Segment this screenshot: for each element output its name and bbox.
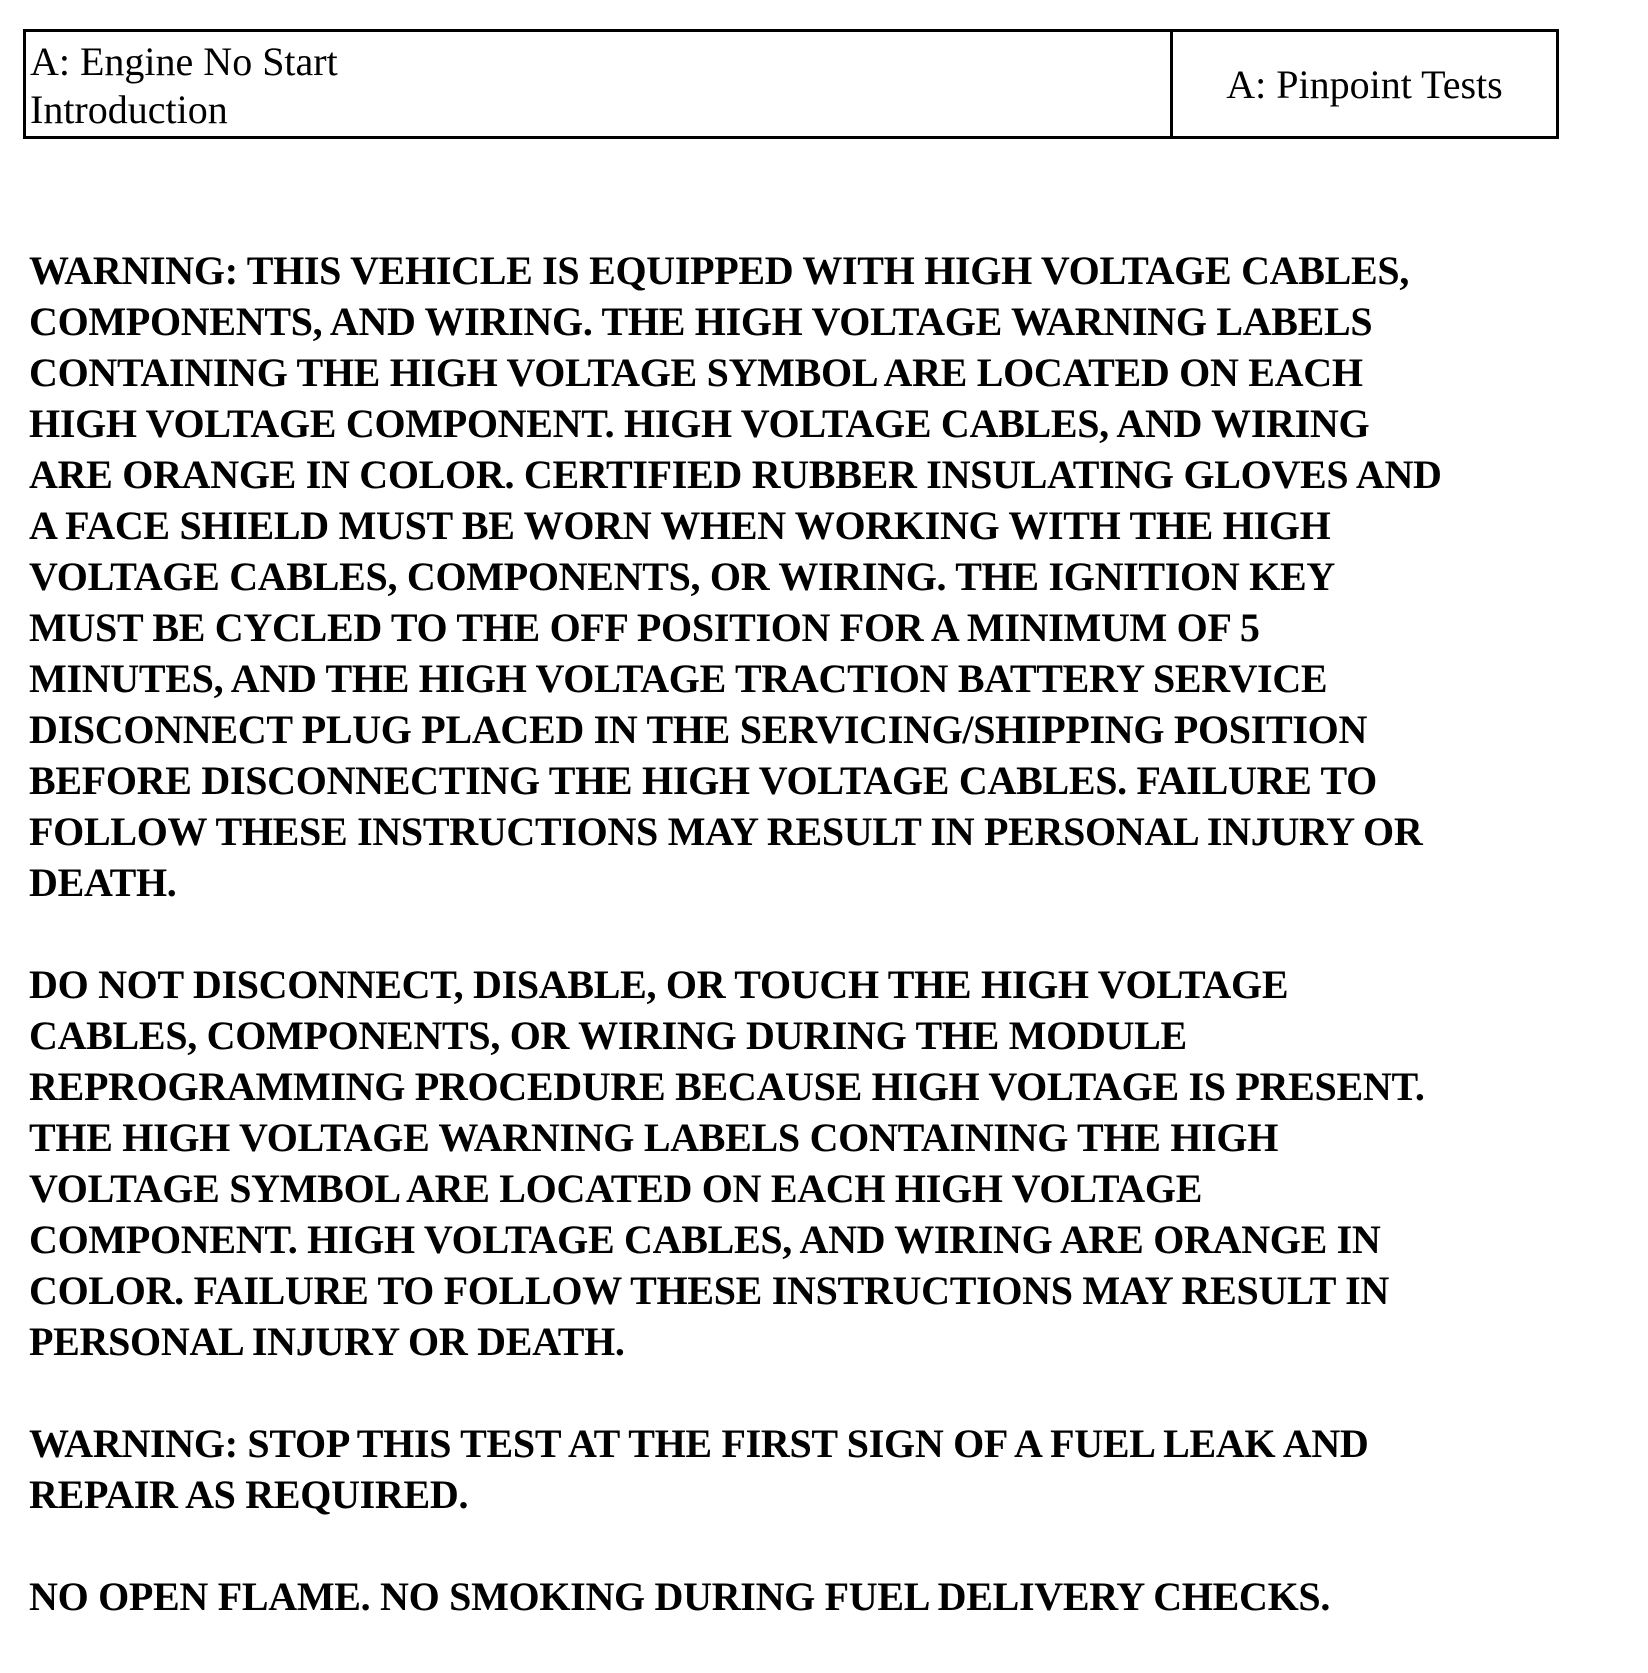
section-header-table — [23, 29, 1559, 139]
warning-line: ARE ORANGE IN COLOR. CERTIFIED RUBBER INSULATING GLOVES AND — [29, 452, 1442, 497]
warning-line: COMPONENTS, AND WIRING. THE HIGH VOLTAGE WARNING LABELS — [29, 299, 1373, 344]
warning-line: DISCONNECT PLUG PLACED IN THE SERVICING/SHIPPING POSITION — [29, 707, 1368, 752]
warning-line: VOLTAGE SYMBOL ARE LOCATED ON EACH HIGH VOLTAGE — [29, 1166, 1203, 1211]
warning-line: WARNING: STOP THIS TEST AT THE FIRST SIGN OF A FUEL LEAK AND — [29, 1421, 1369, 1466]
warning-line: MUST BE CYCLED TO THE OFF POSITION FOR A MINIMUM OF 5 — [29, 605, 1260, 650]
warning-line: CABLES, COMPONENTS, OR WIRING DURING THE MODULE — [29, 1013, 1187, 1058]
warning-line: MINUTES, AND THE HIGH VOLTAGE TRACTION BATTERY SERVICE — [29, 656, 1328, 701]
pinpoint-tests-label: A: Pinpoint Tests — [1226, 61, 1503, 107]
warning-line: DO NOT DISCONNECT, DISABLE, OR TOUCH THE HIGH VOLTAGE — [29, 962, 1289, 1007]
warning-line: HIGH VOLTAGE COMPONENT. HIGH VOLTAGE CABLES, AND WIRING — [29, 401, 1370, 446]
pinpoint-tests-cell — [1173, 32, 1556, 136]
warning-line: COMPONENT. HIGH VOLTAGE CABLES, AND WIRING ARE ORANGE IN — [29, 1217, 1381, 1262]
fuel-leak-warning — [29, 1418, 1629, 1520]
warning-line: DEATH. — [29, 860, 177, 905]
section-title: A: Engine No Start — [30, 39, 338, 84]
warning-line: FOLLOW THESE INSTRUCTIONS MAY RESULT IN PERSONAL INJURY OR — [29, 809, 1423, 854]
warning-line: A FACE SHIELD MUST BE WORN WHEN WORKING WITH THE HIGH — [29, 503, 1331, 548]
warning-line: WARNING: THIS VEHICLE IS EQUIPPED WITH HIGH VOLTAGE CABLES, — [29, 248, 1410, 293]
warning-line: COLOR. FAILURE TO FOLLOW THESE INSTRUCTIONS MAY RESULT IN — [29, 1268, 1389, 1313]
warning-line: PERSONAL INJURY OR DEATH. — [29, 1319, 625, 1364]
warning-line: BEFORE DISCONNECTING THE HIGH VOLTAGE CABLES. FAILURE TO — [29, 758, 1377, 803]
reprogramming-warning — [29, 959, 1629, 1367]
warnings-body — [29, 245, 1629, 1673]
high-voltage-warning — [29, 245, 1629, 908]
no-open-flame-warning — [29, 1571, 1629, 1622]
warning-line: VOLTAGE CABLES, COMPONENTS, OR WIRING. THE IGNITION KEY — [29, 554, 1335, 599]
warning-line: THE HIGH VOLTAGE WARNING LABELS CONTAINING THE HIGH — [29, 1115, 1279, 1160]
warning-line: NO OPEN FLAME. NO SMOKING DURING FUEL DELIVERY CHECKS. — [29, 1574, 1331, 1619]
warning-line: REPAIR AS REQUIRED. — [29, 1472, 469, 1517]
section-subtitle: Introduction — [30, 87, 228, 132]
warning-line: REPROGRAMMING PROCEDURE BECAUSE HIGH VOLTAGE IS PRESENT. — [29, 1064, 1425, 1109]
section-title-cell — [26, 32, 1173, 136]
warning-line: CONTAINING THE HIGH VOLTAGE SYMBOL ARE LOCATED ON EACH — [29, 350, 1363, 395]
